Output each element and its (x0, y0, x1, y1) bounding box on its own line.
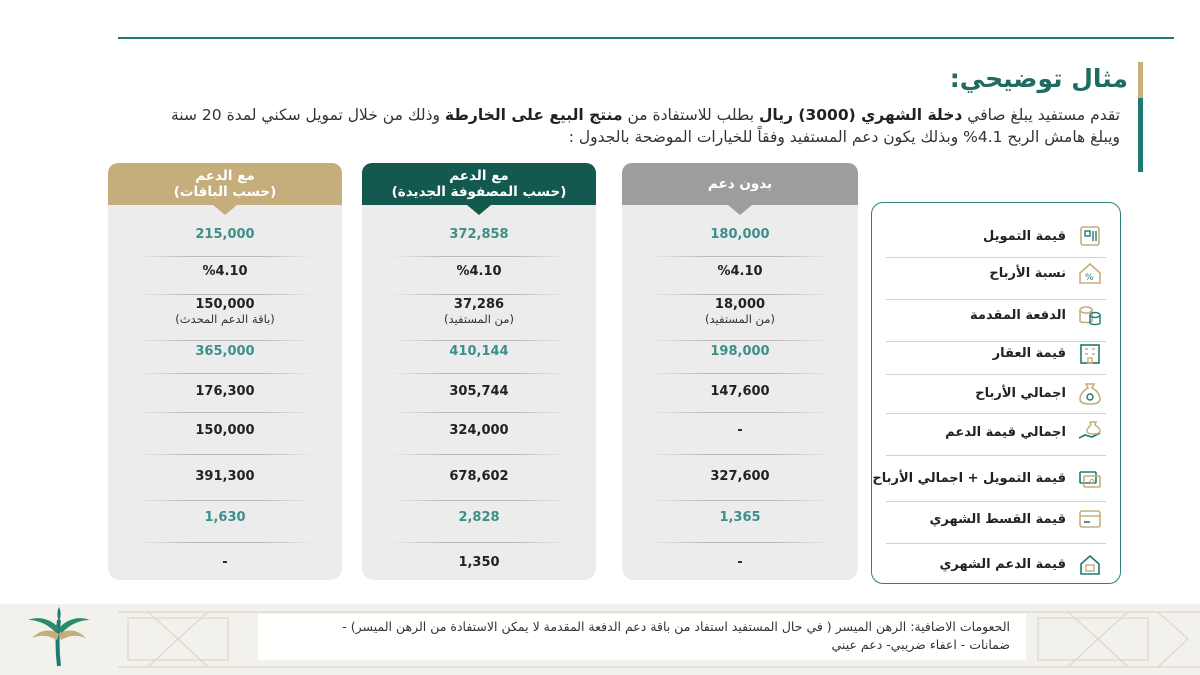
value-text: - (222, 555, 228, 570)
value-text: 1,630 (204, 510, 246, 525)
row-separator (136, 340, 314, 341)
value-cell (362, 384, 596, 399)
row-label-text: اجمالي الأرباح (975, 385, 1066, 401)
intro-text: وذلك من خلال تمويل سكني لمدة 20 سنة (171, 106, 445, 124)
row-separator (650, 454, 830, 455)
page-title: مثال توضيحي: (949, 64, 1128, 93)
row-label (884, 335, 1104, 371)
row-separator (390, 340, 568, 341)
value-text: 1,350 (458, 555, 500, 570)
value-text: 2,828 (458, 510, 500, 525)
value-cell (108, 297, 342, 327)
intro-paragraph (100, 104, 1120, 148)
column-body (108, 205, 342, 580)
row-label (884, 414, 1104, 450)
row-label (872, 460, 1104, 496)
row-separator (390, 454, 568, 455)
value-text: 372,858 (449, 227, 509, 242)
value-note: (من المستفيد) (705, 312, 775, 326)
support-total-icon (1076, 418, 1104, 446)
value-cell (362, 344, 596, 359)
value-cell (362, 227, 596, 242)
value-cell (622, 555, 858, 570)
row-separator (650, 294, 830, 295)
intro-line-1 (100, 104, 1120, 126)
value-cell (108, 469, 342, 484)
value-cell (108, 264, 342, 279)
down-payment-icon (1076, 301, 1104, 329)
row-label (884, 546, 1104, 582)
row-label-text: الدفعة المقدمة (970, 307, 1066, 323)
value-text: 305,744 (449, 384, 509, 399)
column-header-packages (108, 163, 342, 205)
value-cell (622, 510, 858, 525)
footer-line-2: ضمانات - اعفاء ضريبي- دعم عيني (831, 637, 1010, 652)
value-cell (362, 423, 596, 438)
value-text: 391,300 (195, 469, 255, 484)
intro-text: تقدم مستفيد يبلغ صافي (962, 106, 1120, 124)
monthly-support-icon (1076, 550, 1104, 578)
value-text: %4.10 (717, 264, 763, 279)
column-header-matrix (362, 163, 596, 205)
row-label-text: قيمة العقار (992, 345, 1066, 361)
value-text: 150,000 (195, 423, 255, 438)
intro-product: منتج البيع على الخارطة (444, 106, 623, 124)
row-separator (650, 340, 830, 341)
row-separator (136, 412, 314, 413)
row-separator (136, 500, 314, 501)
intro-text: بطلب للاستفادة من (622, 106, 759, 124)
monthly-installment-icon (1076, 505, 1104, 533)
intro-income: دخلة الشهري (3000) ريال (758, 106, 963, 124)
value-cell (362, 469, 596, 484)
intro-line-2: ويبلغ هامش الربح 4.1% وبذلك يكون دعم المستفيد وفقاً للخيارات الموضحة بالجدول : (568, 128, 1120, 146)
total-profit-icon (1076, 379, 1104, 407)
value-cell (108, 384, 342, 399)
value-text: 1,365 (719, 510, 761, 525)
value-text: 678,602 (449, 469, 509, 484)
row-label-text: قيمة التمويل + اجمالي الأرباح (872, 470, 1066, 486)
financing-icon (1076, 222, 1104, 250)
footer-line-1: الحعومات الاضافية: الرهن الميسر ( في حال المستفيد استفاد من باقة دعم الدفعة المقدمة لا يمكن الاستفادة من الرهن الميسر) - (342, 619, 1010, 634)
label-separator (886, 543, 1106, 544)
column-header-line1: بدون دعم (707, 176, 773, 192)
column-header-line1: مع الدعم (195, 168, 255, 184)
column-with-support-packages (108, 163, 342, 580)
value-text: 176,300 (195, 384, 255, 399)
value-text: 365,000 (195, 344, 255, 359)
row-separator (650, 256, 830, 257)
value-text: %4.10 (202, 264, 248, 279)
value-note: (باقة الدعم المحدث) (175, 312, 275, 326)
value-cell (362, 555, 596, 570)
row-label (884, 218, 1104, 254)
value-text: 327,600 (710, 469, 770, 484)
row-separator (390, 256, 568, 257)
column-with-support-matrix (362, 163, 596, 580)
row-separator (390, 500, 568, 501)
row-label (884, 297, 1104, 333)
value-cell (362, 264, 596, 279)
row-label-text: اجمالي قيمة الدعم (945, 424, 1066, 440)
value-cell (622, 423, 858, 438)
row-labels-panel (871, 202, 1121, 584)
row-separator (650, 412, 830, 413)
row-label (884, 501, 1104, 537)
column-header-line2: (حسب الباقات) (173, 184, 277, 200)
column-without-support (622, 163, 858, 580)
palm-logo-icon (24, 606, 94, 670)
value-cell (622, 264, 858, 279)
row-separator (390, 412, 568, 413)
value-cell (362, 297, 596, 327)
value-note: (من المستفيد) (444, 312, 514, 326)
value-text: %4.10 (456, 264, 502, 279)
value-text: 198,000 (710, 344, 770, 359)
label-separator (886, 455, 1106, 456)
value-cell (622, 469, 858, 484)
value-cell (622, 344, 858, 359)
column-header-no-support (622, 163, 858, 205)
value-cell (108, 555, 342, 570)
row-separator (136, 454, 314, 455)
value-text: 324,000 (449, 423, 509, 438)
row-label-text: نسبة الأرباح (989, 265, 1066, 281)
row-separator (390, 373, 568, 374)
value-cell (108, 510, 342, 525)
row-label-text: قيمة القسط الشهري (929, 511, 1066, 527)
property-icon (1076, 339, 1104, 367)
value-cell (108, 423, 342, 438)
value-text: 410,144 (449, 344, 509, 359)
value-text: 147,600 (710, 384, 770, 399)
column-body (622, 205, 858, 580)
row-separator (650, 542, 830, 543)
row-label (884, 375, 1104, 411)
row-separator (650, 373, 830, 374)
row-label-text: قيمة التمويل (983, 228, 1066, 244)
row-label (884, 255, 1104, 291)
svg-text:%: % (1085, 273, 1094, 283)
column-header-line1: مع الدعم (449, 168, 509, 184)
value-cell (622, 384, 858, 399)
value-cell (362, 510, 596, 525)
row-separator (136, 542, 314, 543)
value-cell (622, 297, 858, 327)
row-separator (650, 500, 830, 501)
value-cell (108, 344, 342, 359)
row-separator (136, 373, 314, 374)
footer-note (270, 618, 1010, 654)
column-header-line2: (حسب المصفوفة الجديدة) (391, 184, 567, 200)
value-text: - (737, 555, 743, 570)
value-text: - (737, 423, 743, 438)
value-text: 37,286 (453, 297, 505, 312)
row-separator (136, 256, 314, 257)
row-label-text: قيمة الدعم الشهري (939, 556, 1066, 572)
title-accent-bar (1138, 62, 1143, 172)
profit-rate-icon (1076, 259, 1104, 287)
row-separator (390, 294, 568, 295)
top-divider (118, 37, 1174, 39)
row-separator (136, 294, 314, 295)
value-text: 180,000 (710, 227, 770, 242)
financing-plus-profit-icon (1076, 464, 1104, 492)
value-cell (622, 227, 858, 242)
value-text: 18,000 (714, 297, 766, 312)
row-separator (390, 542, 568, 543)
column-body (362, 205, 596, 580)
value-text: 150,000 (195, 297, 255, 312)
value-cell (108, 227, 342, 242)
value-text: 215,000 (195, 227, 255, 242)
